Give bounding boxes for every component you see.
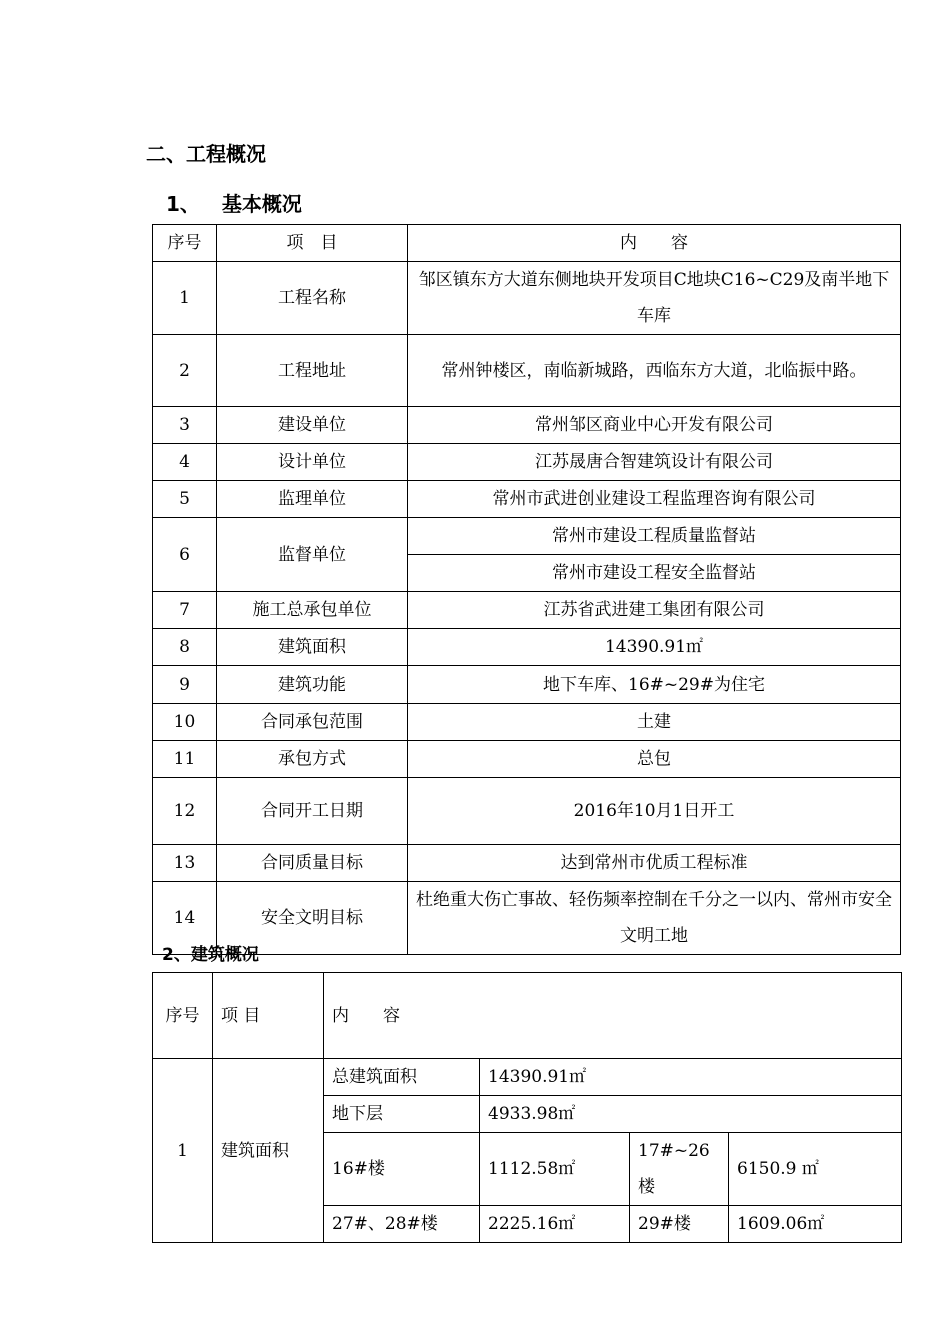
row-content-secondary: 常州市建设工程安全监督站 (408, 555, 901, 592)
row-item: 工程地址 (217, 335, 408, 407)
row-seq: 1 (153, 1059, 213, 1243)
row-item: 合同承包范围 (217, 704, 408, 741)
row-seq: 2 (153, 335, 217, 407)
row-seq: 8 (153, 629, 217, 666)
row-seq: 6 (153, 518, 217, 592)
row-content: 14390.91㎡ (408, 629, 901, 666)
row-content: 常州钟楼区，南临新城路，西临东方大道，北临振中路。 (408, 335, 901, 407)
row-content: 总包 (408, 741, 901, 778)
row-content: 常州邹区商业中心开发有限公司 (408, 407, 901, 444)
table-row (153, 704, 901, 741)
row-item: 合同质量目标 (217, 845, 408, 882)
building-16-value: 1112.58㎡ (480, 1133, 630, 1206)
table-header-row (153, 973, 902, 1059)
table-header-row (153, 225, 901, 262)
header-item: 项 目 (213, 973, 324, 1059)
row-content: 土建 (408, 704, 901, 741)
building-29-value: 1609.06㎡ (729, 1206, 902, 1243)
header-seq: 序号 (153, 225, 217, 262)
subsection-label: 基本概况 (221, 192, 302, 216)
row-item: 承包方式 (217, 741, 408, 778)
building-27-28-label: 27#、28#楼 (324, 1206, 480, 1243)
row-item: 监督单位 (217, 518, 408, 592)
row-item: 设计单位 (217, 444, 408, 481)
table-row (153, 407, 901, 444)
building-info-table (152, 972, 902, 1243)
row-item: 安全文明目标 (217, 882, 408, 955)
row-item: 合同开工日期 (217, 778, 408, 845)
row-seq: 12 (153, 778, 217, 845)
building-29-label: 29#楼 (630, 1206, 729, 1243)
row-content: 地下车库、16#~29#为住宅 (408, 666, 901, 704)
row-item: 施工总承包单位 (217, 592, 408, 629)
table-row (153, 335, 901, 407)
table-row (153, 741, 901, 778)
row-item: 监理单位 (217, 481, 408, 518)
row-item: 建筑面积 (217, 629, 408, 666)
row-seq: 10 (153, 704, 217, 741)
header-seq: 序号 (153, 973, 213, 1059)
row-seq: 7 (153, 592, 217, 629)
row-content: 江苏省武进建工集团有限公司 (408, 592, 901, 629)
building-17-26-value: 6150.9 ㎡ (729, 1133, 902, 1206)
row-seq: 1 (153, 262, 217, 335)
subsection-title-basic (166, 188, 302, 217)
subsection-title-building: 2、建筑概况 (162, 945, 259, 965)
row-content: 杜绝重大伤亡事故、轻伤频率控制在千分之一以内、常州市安全文明工地 (408, 882, 901, 955)
section-title: 二、工程概况 (146, 142, 266, 166)
row-seq: 13 (153, 845, 217, 882)
building-17-26-label: 17#~26楼 (630, 1133, 729, 1206)
basement-label: 地下层 (324, 1096, 480, 1133)
row-content: 常州市武进创业建设工程监理咨询有限公司 (408, 481, 901, 518)
table-row (153, 882, 901, 955)
row-seq: 14 (153, 882, 217, 955)
basement-value: 4933.98㎡ (480, 1096, 902, 1133)
row-content: 邹区镇东方大道东侧地块开发项目C地块C16~C29及南半地下车库 (408, 262, 901, 335)
table-row (153, 262, 901, 335)
row-seq: 4 (153, 444, 217, 481)
subsection-number: 1、 (166, 192, 200, 216)
table-row (153, 481, 901, 518)
building-27-28-value: 2225.16㎡ (480, 1206, 630, 1243)
row-seq: 5 (153, 481, 217, 518)
row-item: 建筑面积 (213, 1059, 324, 1243)
building-16-label: 16#楼 (324, 1133, 480, 1206)
header-item: 项 目 (217, 225, 408, 262)
row-content: 常州市建设工程质量监督站 (408, 518, 901, 555)
total-area-label: 总建筑面积 (324, 1059, 480, 1096)
row-item: 工程名称 (217, 262, 408, 335)
header-content: 内 容 (408, 225, 901, 262)
row-seq: 11 (153, 741, 217, 778)
row-content: 2016年10月1日开工 (408, 778, 901, 845)
table-row (153, 444, 901, 481)
total-area-value: 14390.91㎡ (480, 1059, 902, 1096)
row-item: 建筑功能 (217, 666, 408, 704)
row-content: 江苏晟唐合智建筑设计有限公司 (408, 444, 901, 481)
table-row (153, 518, 901, 555)
basic-info-table (152, 224, 901, 955)
table-row (153, 666, 901, 704)
header-content: 内 容 (324, 973, 902, 1059)
row-item: 建设单位 (217, 407, 408, 444)
table-row (153, 629, 901, 666)
table-row (153, 1059, 902, 1096)
table-row (153, 778, 901, 845)
table-row (153, 592, 901, 629)
table-row (153, 845, 901, 882)
row-content: 达到常州市优质工程标准 (408, 845, 901, 882)
row-seq: 3 (153, 407, 217, 444)
row-seq: 9 (153, 666, 217, 704)
